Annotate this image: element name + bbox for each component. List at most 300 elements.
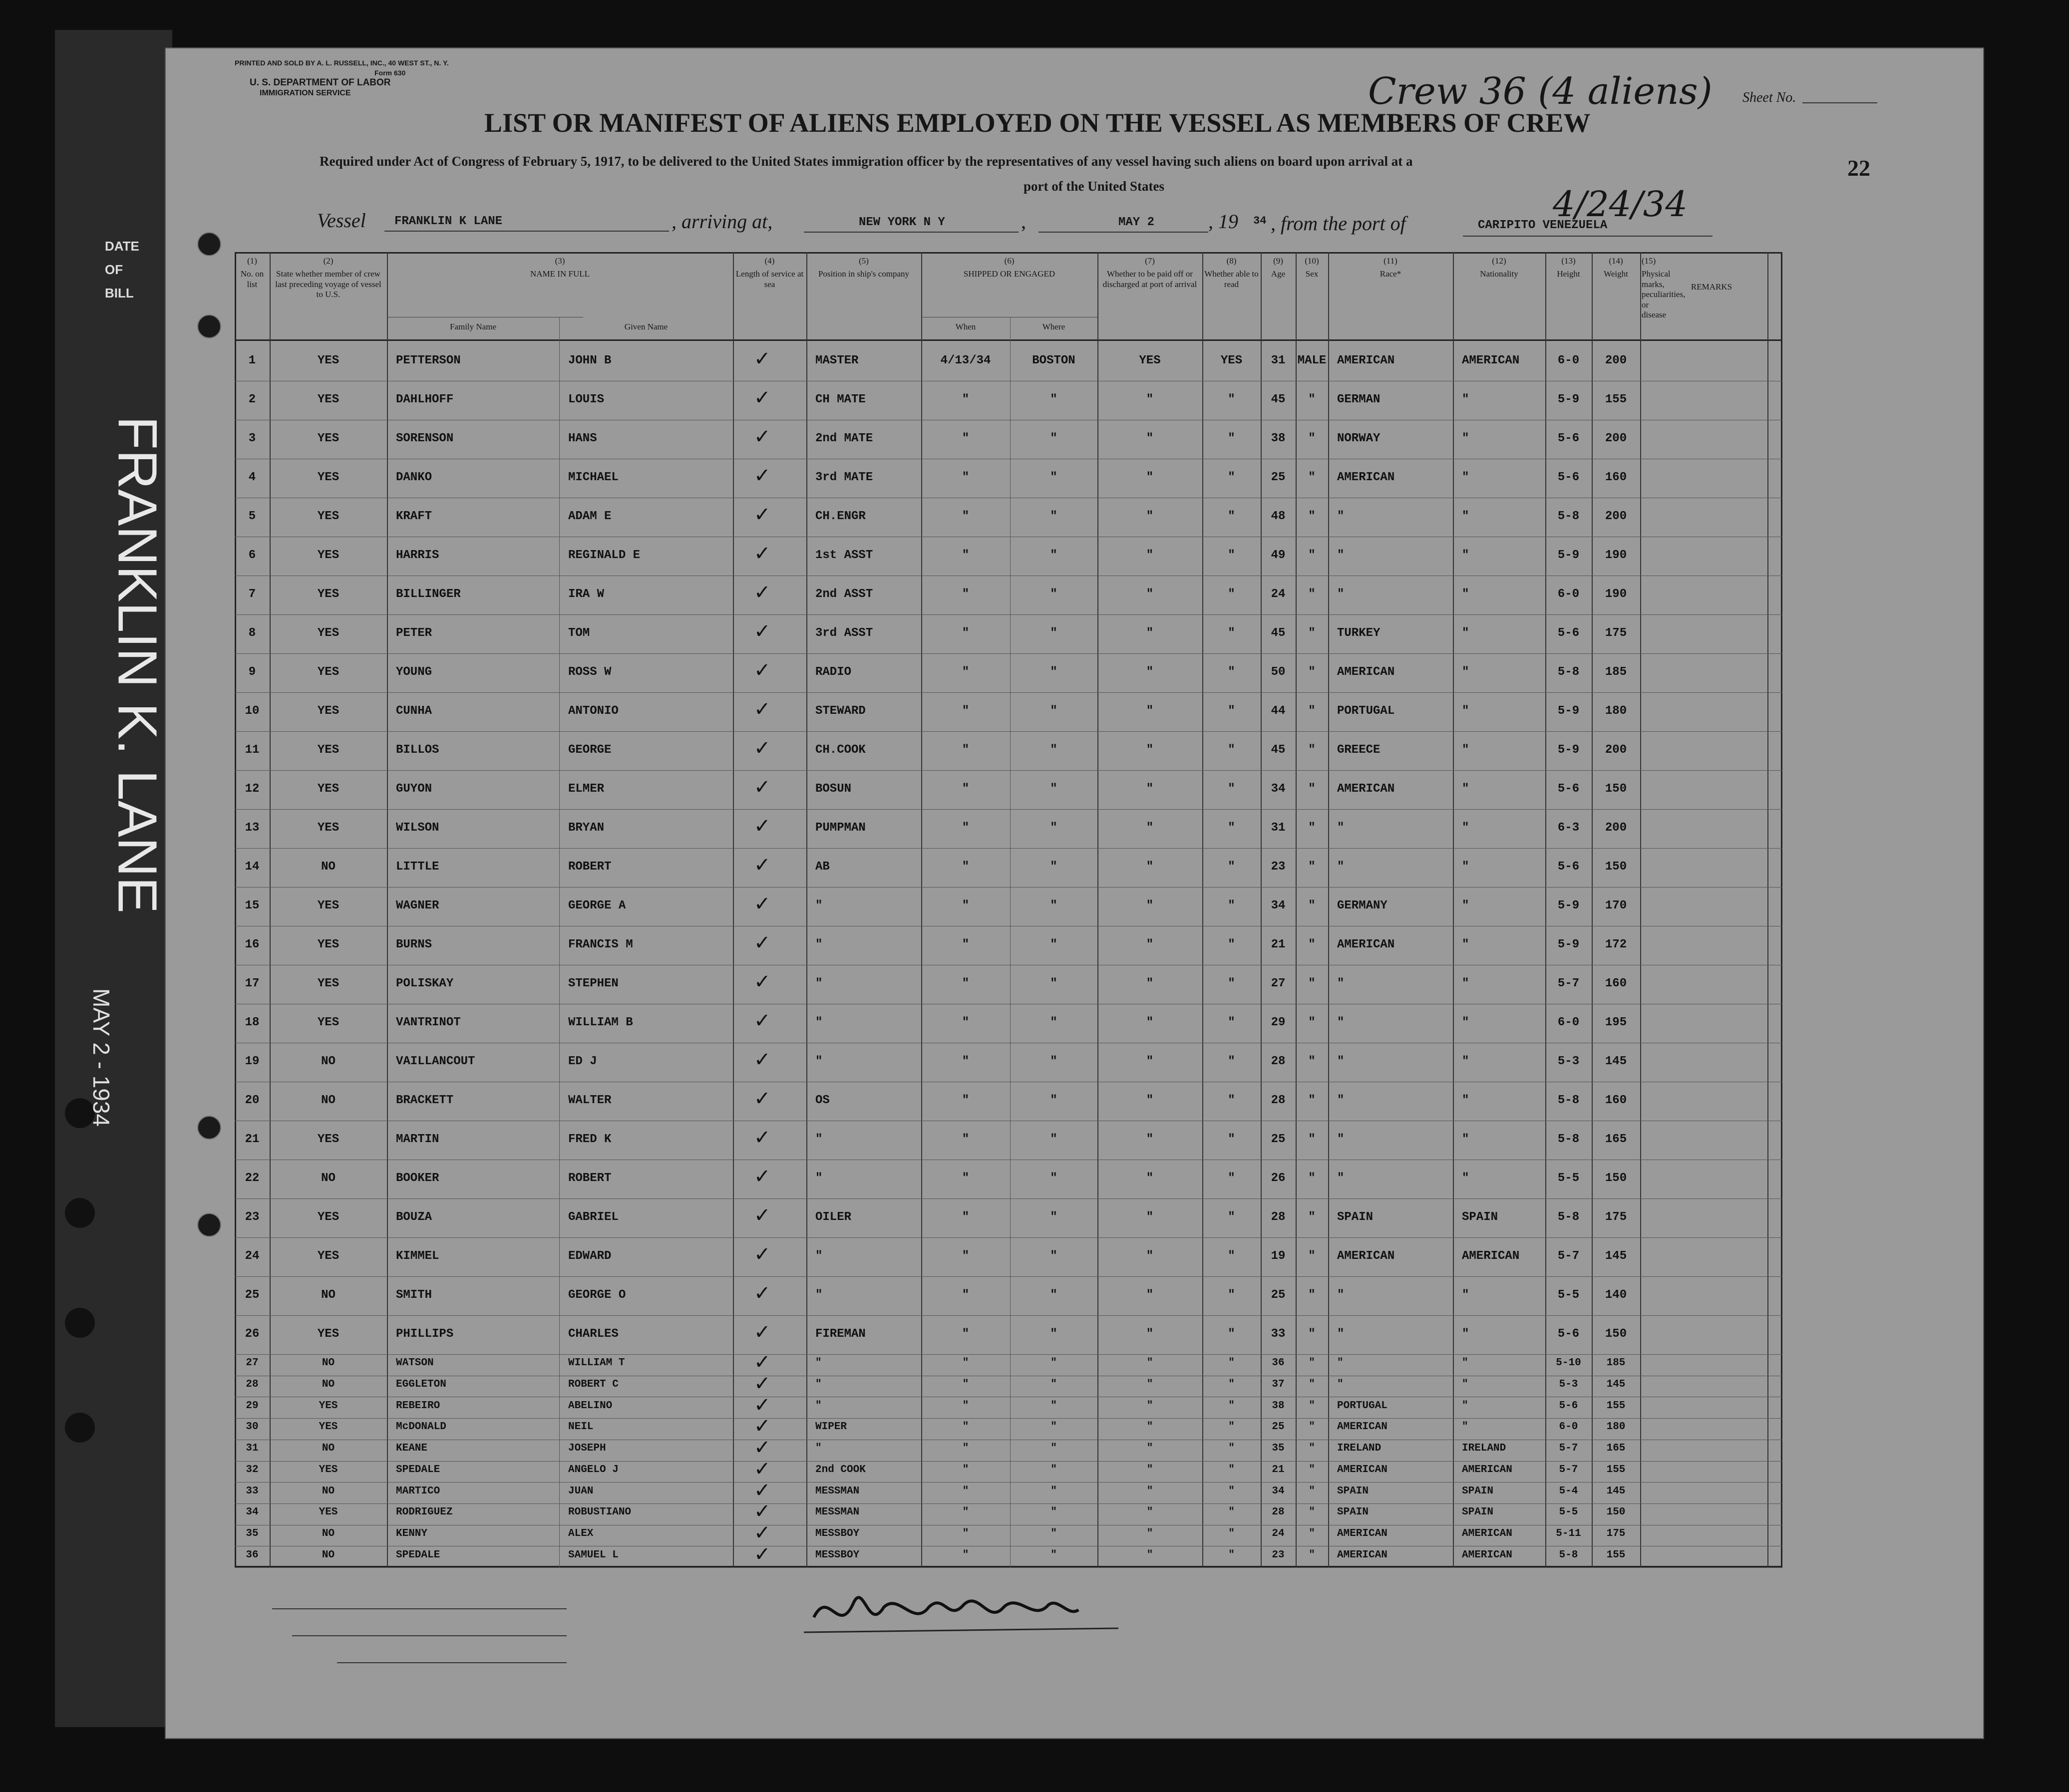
- given-name: STEPHEN: [568, 977, 619, 990]
- service-check-mark: ✓: [754, 931, 771, 954]
- prior-voyage: NO: [322, 1443, 335, 1455]
- age: 28: [1271, 1094, 1286, 1107]
- paid-off: ": [1146, 549, 1154, 562]
- shipped-where: ": [1050, 1485, 1057, 1497]
- row-number: 17: [245, 977, 260, 990]
- given-name: ROBUSTIANO: [568, 1506, 632, 1518]
- height: 5-6: [1557, 782, 1580, 796]
- row-number: 29: [246, 1400, 259, 1412]
- nationality: ": [1462, 1421, 1468, 1433]
- age: 25: [1271, 1133, 1286, 1146]
- position: PUMPMAN: [815, 821, 866, 835]
- nationality: ": [1462, 1288, 1469, 1302]
- row-number: 4: [248, 471, 256, 484]
- shipped-when: ": [962, 860, 970, 874]
- age: 48: [1271, 510, 1286, 523]
- row-number: 22: [245, 1172, 260, 1185]
- owners-underline: [292, 1635, 567, 1636]
- given-name: REGINALD E: [568, 549, 641, 562]
- position: OS: [815, 1094, 830, 1107]
- row-number: 33: [246, 1485, 259, 1497]
- position: OILER: [815, 1210, 852, 1224]
- service-check-mark: ✓: [754, 1521, 771, 1544]
- service-check-mark: ✓: [754, 1479, 771, 1502]
- prior-voyage: NO: [322, 1357, 335, 1369]
- row-number: 20: [245, 1094, 260, 1107]
- binder-rivet: [197, 1116, 221, 1140]
- shipped-where: ": [1050, 1172, 1057, 1185]
- position: RADIO: [815, 665, 852, 679]
- weight: 155: [1606, 1464, 1626, 1476]
- inspector-signature: [799, 1582, 1148, 1647]
- arriving-port: NEW YORK N Y: [859, 216, 945, 229]
- race: AMERICAN: [1337, 1464, 1387, 1476]
- shipped-when: ": [962, 1485, 969, 1497]
- position: 2nd MATE: [815, 432, 873, 445]
- weight: 200: [1605, 821, 1627, 835]
- age: 33: [1271, 1327, 1286, 1341]
- family-name: BOUZA: [396, 1210, 432, 1224]
- able-to-read: ": [1228, 821, 1235, 835]
- race: TURKEY: [1337, 626, 1380, 640]
- from-port-underline: [1463, 236, 1713, 237]
- able-to-read: ": [1228, 1357, 1235, 1369]
- race: PORTUGAL: [1337, 1400, 1387, 1412]
- position: ": [815, 1016, 823, 1029]
- sex: ": [1308, 432, 1316, 445]
- weight: 175: [1606, 1527, 1626, 1539]
- weight: 195: [1605, 1016, 1627, 1029]
- service-check-mark: ✓: [754, 581, 771, 604]
- weight: 175: [1605, 1210, 1627, 1224]
- row-number: 14: [245, 860, 260, 874]
- row-divider: [235, 1237, 1782, 1238]
- nationality: ": [1462, 1379, 1468, 1391]
- nationality: ": [1462, 432, 1469, 445]
- height: 5-5: [1559, 1506, 1578, 1518]
- family-name: POLISKAY: [396, 977, 454, 990]
- race: ": [1337, 1327, 1345, 1341]
- nationality: ": [1462, 743, 1469, 757]
- prior-voyage: NO: [322, 1379, 335, 1391]
- sheet-no-line: [1802, 102, 1877, 103]
- age: 25: [1271, 1288, 1286, 1302]
- service-check-mark: ✓: [754, 1243, 771, 1266]
- height: 5-9: [1557, 393, 1580, 406]
- shipped-when: ": [962, 899, 970, 912]
- position: MESSMAN: [815, 1506, 860, 1518]
- row-divider: [235, 770, 1782, 771]
- family-name: PETTERSON: [396, 354, 461, 367]
- position: ": [815, 1055, 823, 1068]
- shipped-where: ": [1050, 938, 1057, 951]
- able-to-read: ": [1228, 1527, 1235, 1539]
- paid-off: ": [1146, 510, 1154, 523]
- service-check-mark: ✓: [754, 659, 771, 682]
- age: 49: [1271, 549, 1286, 562]
- prior-voyage: NO: [322, 1549, 335, 1561]
- prior-voyage: NO: [321, 1055, 336, 1068]
- paid-off: ": [1146, 1133, 1154, 1146]
- nationality: ": [1462, 1357, 1468, 1369]
- shipped-where: ": [1050, 432, 1057, 445]
- header-remarks: REMARKS: [1691, 282, 1732, 292]
- column-divider: [1767, 252, 1768, 1567]
- row-number: 34: [246, 1506, 259, 1518]
- weight: 190: [1605, 588, 1627, 601]
- prior-voyage: YES: [317, 393, 340, 406]
- row-number: 13: [245, 821, 260, 835]
- shipped-when: ": [962, 665, 970, 679]
- given-name: ROSS W: [568, 665, 612, 679]
- subtitle-line2: port of the United States: [1024, 179, 1164, 194]
- age: 50: [1271, 665, 1286, 679]
- prior-voyage: YES: [319, 1400, 338, 1412]
- family-name: MARTIN: [396, 1133, 439, 1146]
- weight: 172: [1605, 938, 1627, 951]
- position: FIREMAN: [815, 1327, 866, 1341]
- age: 34: [1271, 899, 1286, 912]
- nationality: ": [1462, 704, 1469, 718]
- prior-voyage: NO: [321, 1094, 336, 1107]
- row-divider: [235, 848, 1782, 849]
- nationality: ": [1462, 665, 1469, 679]
- given-name: GEORGE O: [568, 1288, 626, 1302]
- service-check-mark: ✓: [754, 1351, 771, 1374]
- weight: 150: [1605, 782, 1627, 796]
- position: 2nd COOK: [815, 1464, 866, 1476]
- sex: ": [1309, 1357, 1315, 1369]
- position: STEWARD: [815, 704, 866, 718]
- shipped-where: ": [1050, 782, 1057, 796]
- able-to-read: ": [1228, 1210, 1235, 1224]
- sex: ": [1308, 860, 1316, 874]
- race: ": [1337, 1288, 1345, 1302]
- race: ": [1337, 1016, 1345, 1029]
- family-name: SPEDALE: [396, 1549, 440, 1561]
- able-to-read: ": [1228, 1421, 1235, 1433]
- service-check-mark: ✓: [754, 970, 771, 993]
- family-name: KIMMEL: [396, 1249, 439, 1263]
- shipped-where: ": [1050, 1016, 1057, 1029]
- family-name: DANKO: [396, 471, 432, 484]
- family-name: WAGNER: [396, 899, 439, 912]
- race: GREECE: [1337, 743, 1380, 757]
- able-to-read: ": [1228, 1327, 1235, 1341]
- prior-voyage: YES: [317, 549, 340, 562]
- sex: ": [1308, 977, 1316, 990]
- vessel-name: FRANKLIN K LANE: [394, 215, 503, 228]
- shipped-where: ": [1050, 1527, 1057, 1539]
- side-vessel-name: FRANKLIN K. LANE: [106, 416, 168, 913]
- sex: ": [1308, 782, 1316, 796]
- shipped-where: ": [1050, 549, 1057, 562]
- shipped-when: ": [962, 432, 970, 445]
- age: 31: [1271, 354, 1286, 367]
- row-number: 3: [248, 432, 256, 445]
- prior-voyage: YES: [317, 471, 340, 484]
- family-name: LITTLE: [396, 860, 439, 874]
- handwritten-date: 4/24/34: [1553, 184, 1688, 225]
- shipped-where: ": [1050, 626, 1057, 640]
- position: AB: [815, 860, 830, 874]
- shipped-where: ": [1050, 1210, 1057, 1224]
- row-divider: [235, 1503, 1782, 1504]
- family-name: SMITH: [396, 1288, 432, 1302]
- page-title: LIST OR MANIFEST OF ALIENS EMPLOYED ON THE VESSEL AS MEMBERS OF CREW: [484, 108, 1591, 138]
- header-race: (11) Race*: [1379, 256, 1401, 279]
- able-to-read: ": [1228, 665, 1235, 679]
- sex: ": [1309, 1549, 1315, 1561]
- service-check-mark: ✓: [754, 737, 771, 760]
- position: ": [815, 1357, 822, 1369]
- row-number: 30: [246, 1421, 259, 1433]
- shipped-where: ": [1050, 1464, 1057, 1476]
- given-name: ED J: [568, 1055, 597, 1068]
- height: 5-10: [1556, 1357, 1581, 1369]
- height: 5-9: [1557, 743, 1580, 757]
- able-to-read: ": [1228, 1464, 1235, 1476]
- given-name: GABRIEL: [568, 1210, 619, 1224]
- paid-off: ": [1146, 860, 1154, 874]
- row-number: 26: [245, 1327, 260, 1341]
- row-divider: [235, 692, 1782, 693]
- row-number: 16: [245, 938, 260, 951]
- sex: ": [1308, 626, 1316, 640]
- able-to-read: ": [1228, 782, 1235, 796]
- family-name: GUYON: [396, 782, 432, 796]
- height: 5-8: [1557, 1133, 1580, 1146]
- family-name: VAILLANCOUT: [396, 1055, 475, 1068]
- nationality: SPAIN: [1462, 1506, 1494, 1518]
- sex: ": [1308, 899, 1316, 912]
- service-check-mark: ✓: [754, 1415, 771, 1438]
- row-number: 31: [246, 1443, 259, 1455]
- shipped-when: ": [962, 1379, 969, 1391]
- header-position: (5) Position in ship's company: [818, 256, 910, 279]
- family-name: BRACKETT: [396, 1094, 454, 1107]
- nationality: ": [1462, 1327, 1469, 1341]
- height: 5-9: [1557, 938, 1580, 951]
- race: ": [1337, 977, 1345, 990]
- position: ": [815, 1379, 822, 1391]
- age: 28: [1272, 1506, 1285, 1518]
- race: AMERICAN: [1337, 782, 1395, 796]
- shipped-where: ": [1050, 860, 1057, 874]
- row-divider: [235, 1354, 1782, 1355]
- height: 5-9: [1557, 704, 1580, 718]
- prior-voyage: YES: [319, 1421, 338, 1433]
- row-number: 36: [246, 1549, 259, 1561]
- given-name: EDWARD: [568, 1249, 612, 1263]
- shipped-where: ": [1050, 743, 1057, 757]
- position: MESSBOY: [815, 1549, 860, 1561]
- nationality: ": [1462, 588, 1469, 601]
- sex: ": [1308, 588, 1316, 601]
- age: 37: [1272, 1379, 1285, 1391]
- weight: 150: [1605, 860, 1627, 874]
- nationality: AMERICAN: [1462, 1549, 1512, 1561]
- height: 5-6: [1557, 471, 1580, 484]
- weight: 165: [1605, 1133, 1627, 1146]
- header-prior-voyage: (2) State whether member of crew last preceding voyage of vessel to U.S.: [275, 256, 381, 299]
- prior-voyage: YES: [317, 1327, 340, 1341]
- year-suffix: 34: [1253, 215, 1267, 227]
- given-name: IRA W: [568, 588, 605, 601]
- shipped-when: ": [962, 1357, 969, 1369]
- family-name: DAHLHOFF: [396, 393, 454, 406]
- paid-off: ": [1146, 471, 1154, 484]
- sex: ": [1308, 1016, 1316, 1029]
- prior-voyage: YES: [317, 977, 340, 990]
- given-name: FRANCIS M: [568, 938, 633, 951]
- shipped-where: ": [1050, 1506, 1057, 1518]
- race: ": [1337, 1055, 1345, 1068]
- row-divider: [235, 1482, 1782, 1483]
- binder-hole: [65, 1413, 95, 1443]
- weight: 200: [1605, 432, 1627, 445]
- position: ": [815, 977, 823, 990]
- row-number: 23: [245, 1210, 260, 1224]
- race: ": [1337, 860, 1345, 874]
- sex: ": [1309, 1379, 1315, 1391]
- sex: ": [1308, 1288, 1316, 1302]
- prior-voyage: NO: [322, 1527, 335, 1539]
- subtitle-line1: Required under Act of Congress of February 5, 1917, to be delivered to the United States immigration officer by the representatives of any vessel having such aliens on board upon arrival at a: [320, 154, 1413, 169]
- given-name: WILLIAM B: [568, 1016, 633, 1029]
- header-height: (13) Height: [1557, 256, 1580, 279]
- height: 5-7: [1557, 977, 1580, 990]
- position: 3rd ASST: [815, 626, 873, 640]
- prior-voyage: YES: [317, 432, 340, 445]
- height: 5-7: [1559, 1443, 1578, 1455]
- shipped-when: ": [962, 1327, 970, 1341]
- nationality: ": [1462, 510, 1469, 523]
- height: 5-3: [1557, 1055, 1580, 1068]
- shipped-when: ": [962, 1210, 970, 1224]
- paid-off: ": [1146, 1172, 1154, 1185]
- given-name: JOSEPH: [568, 1443, 606, 1455]
- weight: 155: [1606, 1400, 1626, 1412]
- able-to-read: ": [1228, 1055, 1235, 1068]
- sex: ": [1309, 1485, 1315, 1497]
- family-name: RODRIGUEZ: [396, 1506, 453, 1518]
- binder-hole: [65, 1198, 95, 1228]
- weight: 200: [1605, 510, 1627, 523]
- nationality: ": [1462, 1055, 1469, 1068]
- row-number: 1: [248, 354, 256, 367]
- nationality: IRELAND: [1462, 1443, 1506, 1455]
- shipped-when: ": [962, 1172, 970, 1185]
- height: 5-8: [1557, 1210, 1580, 1224]
- age: 21: [1271, 938, 1286, 951]
- able-to-read: ": [1228, 1379, 1235, 1391]
- header-age: (9) Age: [1271, 256, 1286, 279]
- prior-voyage: YES: [317, 821, 340, 835]
- paid-off: ": [1146, 665, 1154, 679]
- prior-voyage: YES: [317, 588, 340, 601]
- subheader-family-name: Family Name: [449, 322, 496, 331]
- arriving-label: , arriving at,: [672, 210, 773, 233]
- race: ": [1337, 588, 1345, 601]
- nationality: ": [1462, 626, 1469, 640]
- paid-off: ": [1146, 782, 1154, 796]
- race: PORTUGAL: [1337, 704, 1395, 718]
- nationality: ": [1462, 821, 1469, 835]
- service-check-mark: ✓: [754, 1321, 771, 1344]
- arrival-date: MAY 2: [1118, 216, 1155, 229]
- shipped-when: ": [962, 1443, 969, 1455]
- race: AMERICAN: [1337, 1549, 1387, 1561]
- paid-off: ": [1146, 1464, 1153, 1476]
- age: 23: [1271, 860, 1286, 874]
- row-divider: [235, 1276, 1782, 1277]
- nationality: AMERICAN: [1462, 1464, 1512, 1476]
- shipped-where: ": [1050, 1055, 1057, 1068]
- paid-off: ": [1146, 743, 1154, 757]
- row-divider: [235, 1418, 1782, 1419]
- row-divider: [235, 887, 1782, 888]
- row-number: 32: [246, 1464, 259, 1476]
- nationality: ": [1462, 549, 1469, 562]
- sex: ": [1309, 1464, 1315, 1476]
- vessel-underline: [384, 231, 669, 232]
- prior-voyage: YES: [317, 938, 340, 951]
- sex: ": [1308, 1055, 1316, 1068]
- race: AMERICAN: [1337, 471, 1395, 484]
- weight: 160: [1605, 1094, 1627, 1107]
- able-to-read: ": [1228, 1094, 1235, 1107]
- weight: 145: [1605, 1249, 1627, 1263]
- position: BOSUN: [815, 782, 852, 796]
- prior-voyage: YES: [317, 1210, 340, 1224]
- sex: ": [1308, 743, 1316, 757]
- weight: 140: [1605, 1288, 1627, 1302]
- height: 6-0: [1559, 1421, 1578, 1433]
- able-to-read: ": [1228, 549, 1235, 562]
- given-name: HANS: [568, 432, 597, 445]
- position: MESSBOY: [815, 1527, 860, 1539]
- family-name: BURNS: [396, 938, 432, 951]
- shipped-when: ": [962, 938, 970, 951]
- shipped-where: ": [1050, 821, 1057, 835]
- service-check-mark: ✓: [754, 1282, 771, 1305]
- nationality: ": [1462, 860, 1469, 874]
- prior-voyage: YES: [319, 1464, 338, 1476]
- service-check-mark: ✓: [754, 854, 771, 877]
- shipped-where: ": [1050, 393, 1057, 406]
- shipped-when: ": [962, 1421, 969, 1433]
- able-to-read: ": [1228, 977, 1235, 990]
- height: 5-6: [1557, 860, 1580, 874]
- row-number: 24: [245, 1249, 260, 1263]
- sex: ": [1308, 938, 1316, 951]
- nationality: ": [1462, 899, 1469, 912]
- able-to-read: ": [1228, 1016, 1235, 1029]
- family-name: MARTICO: [396, 1485, 440, 1497]
- shipped-when: ": [962, 393, 970, 406]
- shipped-where: ": [1050, 1094, 1057, 1107]
- sheet-no-label: Sheet No.: [1742, 90, 1796, 105]
- weight: 200: [1605, 354, 1627, 367]
- position: ": [815, 899, 823, 912]
- row-divider: [235, 1315, 1782, 1316]
- subheader-where: Where: [1042, 322, 1065, 331]
- prior-voyage: YES: [317, 704, 340, 718]
- paid-off: ": [1146, 1288, 1154, 1302]
- race: ": [1337, 549, 1345, 562]
- shipped-where: ": [1050, 899, 1057, 912]
